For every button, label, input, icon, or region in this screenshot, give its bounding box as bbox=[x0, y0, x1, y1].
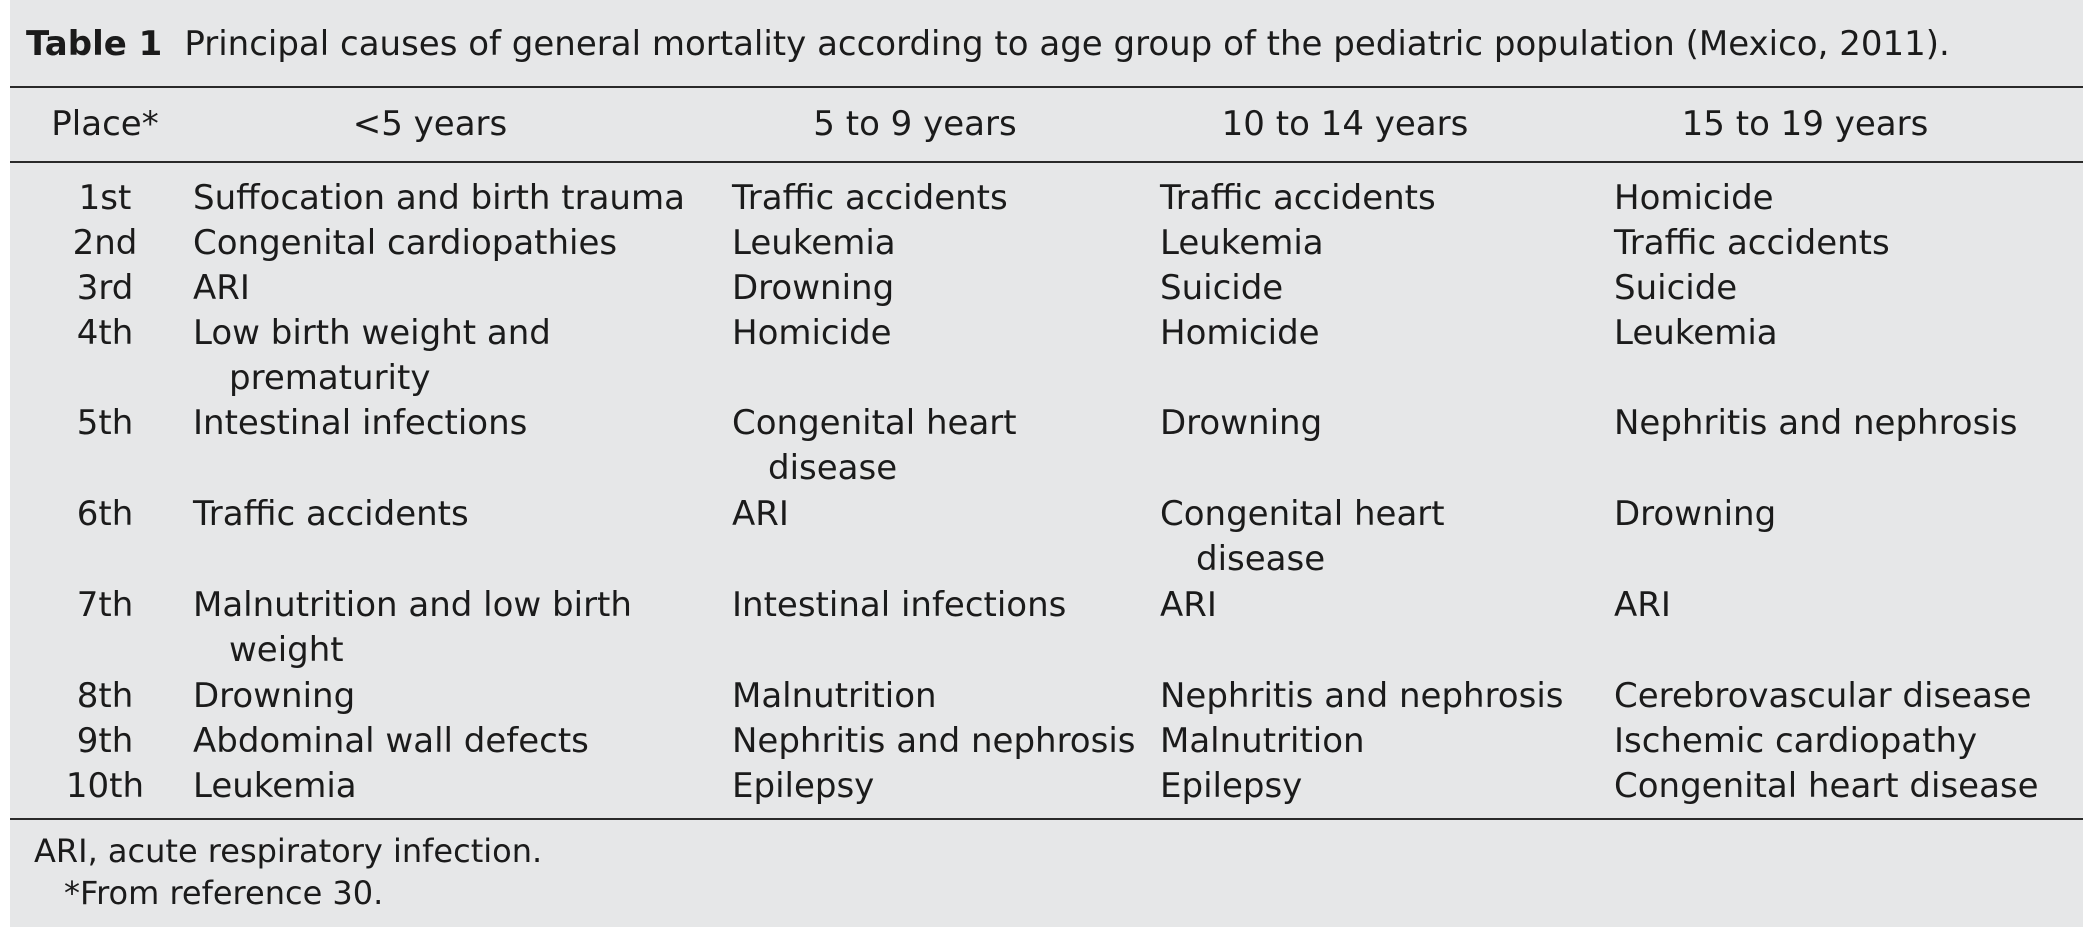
table-cell: Nephritis and nephrosis bbox=[1614, 403, 2018, 443]
table-cell: Intestinal infections bbox=[732, 585, 1067, 625]
table-cell: Congenital cardiopathies bbox=[193, 223, 618, 263]
table-cell: Traffic accidents bbox=[732, 178, 1008, 218]
table-cell: Congenital heart disease bbox=[732, 403, 1017, 488]
table-cell: Traffic accidents bbox=[1614, 223, 1890, 263]
table-cell: Nephritis and nephrosis bbox=[732, 721, 1136, 761]
row-place: 5th bbox=[76, 403, 134, 443]
table-cell: Abdominal wall defects bbox=[193, 721, 589, 761]
table-bottom-rule bbox=[10, 818, 2083, 820]
table-cell: Leukemia bbox=[1160, 223, 1324, 263]
table-cell: Suicide bbox=[1160, 268, 1284, 308]
table-title: Principal causes of general mortality according to age group of the pediatric population (Mexico, 2011). bbox=[184, 24, 1950, 64]
table-cell: Suffocation and birth trauma bbox=[193, 178, 685, 218]
row-place: 3rd bbox=[76, 268, 134, 308]
table-cell: Intestinal infections bbox=[193, 403, 528, 443]
row-place: 2nd bbox=[72, 223, 138, 263]
table-cell: Traffic accidents bbox=[193, 494, 469, 534]
table-cell: ARI bbox=[1614, 585, 1671, 625]
table-cell: Leukemia bbox=[732, 223, 896, 263]
table-cell: Drowning bbox=[193, 676, 356, 716]
row-place: 6th bbox=[76, 494, 134, 534]
table-cell: Epilepsy bbox=[1160, 766, 1303, 806]
row-place: 10th bbox=[65, 766, 145, 806]
table-cell: ARI bbox=[1160, 585, 1217, 625]
row-place: 4th bbox=[76, 313, 134, 353]
row-place: 7th bbox=[76, 585, 134, 625]
table-cell: Malnutrition and low birth weight bbox=[193, 585, 632, 670]
table-cell: Congenital heart disease bbox=[1160, 494, 1445, 579]
table-cell: ARI bbox=[732, 494, 789, 534]
footnote-abbreviation: ARI, acute respiratory infection. bbox=[34, 832, 543, 870]
row-place: 9th bbox=[76, 721, 134, 761]
table-cell: Drowning bbox=[1614, 494, 1777, 534]
row-place: 1st bbox=[78, 178, 132, 218]
table-cell: Drowning bbox=[1160, 403, 1323, 443]
table-cell: Epilepsy bbox=[732, 766, 875, 806]
table-cell: Traffic accidents bbox=[1160, 178, 1436, 218]
table-cell: Drowning bbox=[732, 268, 895, 308]
table-cell: Leukemia bbox=[1614, 313, 1778, 353]
header-5-to-9: 5 to 9 years bbox=[813, 104, 1017, 144]
table-cell: Homicide bbox=[732, 313, 892, 353]
table-cell: Nephritis and nephrosis bbox=[1160, 676, 1564, 716]
table-cell: Cerebrovascular disease bbox=[1614, 676, 2032, 716]
header-under-5: <5 years bbox=[352, 104, 508, 144]
footnote-reference: *From reference 30. bbox=[64, 874, 384, 912]
table-top-rule bbox=[10, 86, 2083, 88]
table-cell: Suicide bbox=[1614, 268, 1738, 308]
table-cell: Malnutrition bbox=[732, 676, 937, 716]
table-cell: ARI bbox=[193, 268, 250, 308]
table-label: Table 1 bbox=[26, 24, 163, 64]
header-10-to-14: 10 to 14 years bbox=[1221, 104, 1469, 144]
table-cell: Homicide bbox=[1160, 313, 1320, 353]
table-cell: Malnutrition bbox=[1160, 721, 1365, 761]
table-cell: Low birth weight and prematurity bbox=[193, 313, 551, 398]
table-cell: Ischemic cardiopathy bbox=[1614, 721, 1978, 761]
table-cell: Leukemia bbox=[193, 766, 357, 806]
table-caption bbox=[26, 20, 1950, 68]
header-rule bbox=[10, 161, 2083, 163]
table-cell: Congenital heart disease bbox=[1614, 766, 2039, 806]
table-cell: Homicide bbox=[1614, 178, 1774, 218]
row-place: 8th bbox=[76, 676, 134, 716]
header-place: Place* bbox=[51, 104, 159, 144]
header-15-to-19: 15 to 19 years bbox=[1681, 104, 1929, 144]
